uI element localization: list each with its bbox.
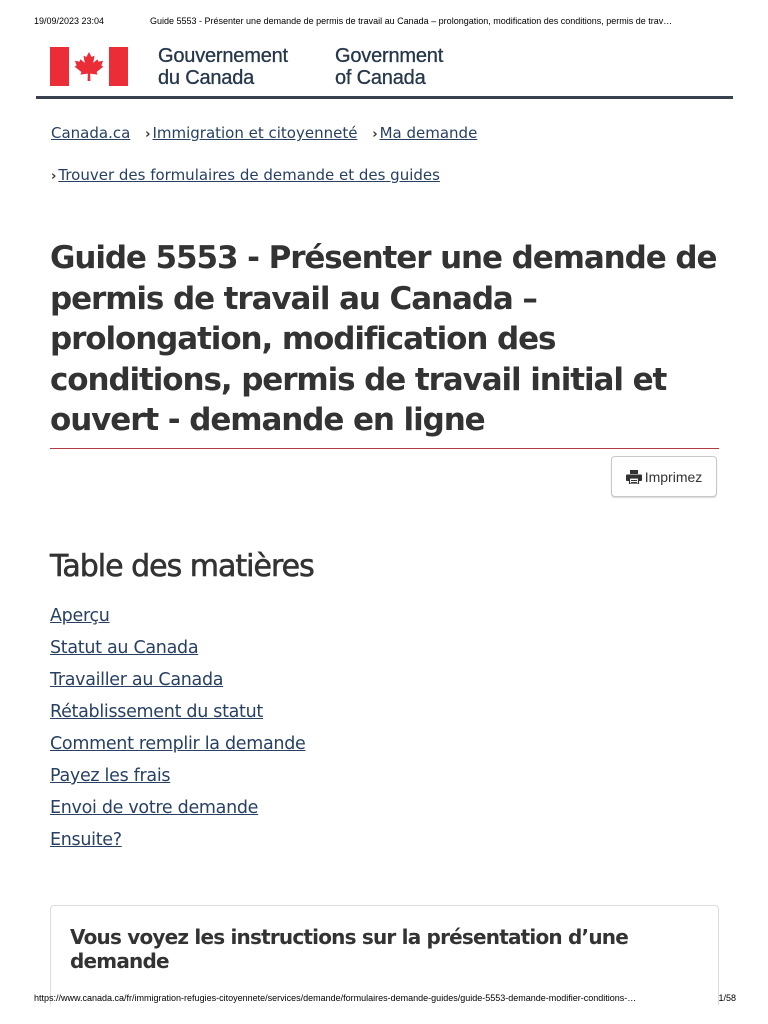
instructions-panel [50, 905, 719, 1005]
toc-link-statut[interactable]: Statut au Canada [50, 638, 199, 658]
table-of-contents [50, 600, 305, 856]
toc-item [50, 824, 305, 856]
breadcrumb [51, 124, 721, 142]
canada-flag-icon [50, 47, 128, 86]
print-footer [34, 993, 736, 1003]
print-button[interactable] [611, 456, 717, 497]
signature-french-line1: Gouvernement [158, 45, 288, 67]
toc-item [50, 760, 305, 792]
toc-heading: Table des matières [50, 549, 314, 584]
breadcrumb-link-immigration[interactable]: Immigration et citoyenneté [152, 124, 358, 142]
toc-item [50, 600, 305, 632]
breadcrumb-link-ma-demande[interactable]: Ma demande [379, 124, 478, 142]
chevron-right-icon: › [51, 169, 57, 184]
print-button-label: Imprimez [644, 468, 703, 485]
toc-link-travailler[interactable]: Travailler au Canada [50, 670, 224, 690]
page-number: 1/58 [718, 993, 736, 1003]
government-signature[interactable] [50, 46, 470, 88]
print-document-title: Guide 5553 - Présenter une demande de permis de travail au Canada – prolongation, modification des conditions, permis de trav… [150, 16, 673, 26]
breadcrumb-link-formulaires[interactable]: Trouver des formulaires de demande et des guides [58, 166, 440, 184]
signature-english [335, 45, 443, 89]
toc-link-envoi[interactable]: Envoi de votre demande [50, 798, 259, 818]
print-url: https://www.canada.ca/fr/immigration-refugies-citoyennete/services/demande/formulaires-demande-guides/guide-5553-demande-modifier-conditions-… [34, 993, 637, 1003]
breadcrumb-link-canada[interactable]: Canada.ca [51, 124, 131, 142]
toc-link-ensuite[interactable]: Ensuite? [50, 830, 122, 850]
title-underline [50, 448, 719, 449]
signature-french-line2: du Canada [158, 67, 255, 89]
page-title: Guide 5553 - Présenter une demande de permis de travail au Canada – prolongation, modification des conditions, permis de travail initial et ouvert - demande en ligne [50, 240, 717, 438]
toc-link-retablissement[interactable]: Rétablissement du statut [50, 702, 263, 722]
toc-link-remplir[interactable]: Comment remplir la demande [50, 734, 306, 754]
print-header [34, 16, 734, 26]
toc-link-frais[interactable]: Payez les frais [50, 766, 171, 786]
print-timestamp: 19/09/2023 23:04 [34, 16, 105, 26]
signature-english-line1: Government [335, 45, 444, 67]
chevron-right-icon: › [145, 127, 151, 142]
signature-french [158, 45, 288, 89]
toc-item [50, 696, 305, 728]
header-divider [36, 96, 733, 99]
print-icon [626, 470, 642, 484]
toc-link-apercu[interactable]: Aperçu [50, 606, 110, 626]
toc-item [50, 792, 305, 824]
toc-item [50, 664, 305, 696]
signature-english-line2: of Canada [335, 67, 426, 89]
chevron-right-icon: › [372, 127, 378, 142]
breadcrumb-continued [51, 166, 721, 184]
toc-item [50, 728, 305, 760]
toc-item [50, 632, 305, 664]
panel-heading: Vous voyez les instructions sur la présentation d’une demande [70, 925, 628, 973]
